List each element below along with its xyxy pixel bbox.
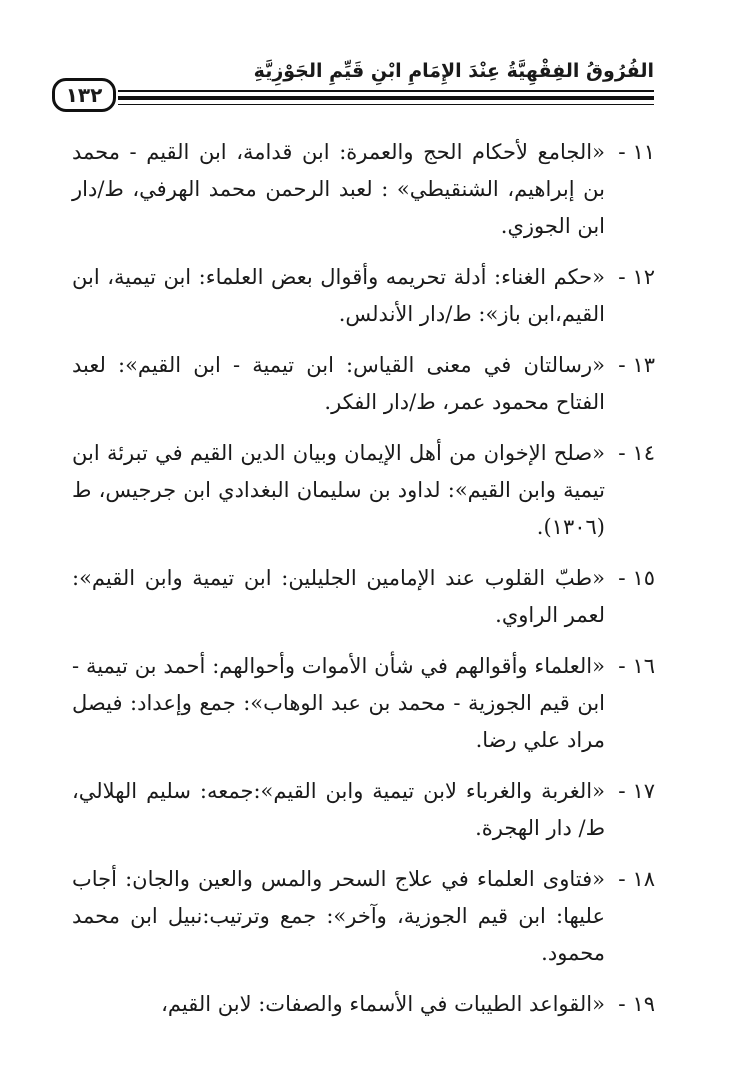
header-rule bbox=[118, 90, 654, 92]
item-text: «العلماء وأقوالهم في شأن الأموات وأحوالهم: أحمد بن تيمية - ابن قيم الجوزية - محمد بن عبد الوهاب»: جمع وإعداد: فيصل مراد علي رضا. bbox=[72, 654, 605, 752]
item-text: «رسالتان في معنى القياس: ابن تيمية - ابن القيم»: لعبد الفتاح محمود عمر، ط/دار الفكر. bbox=[72, 353, 605, 414]
item-text: «طبّ القلوب عند الإمامين الجليلين: ابن تيمية وابن القيم»: لعمر الراوي. bbox=[72, 566, 605, 627]
running-title: الفُرُوقُ الفِقْهِيَّةُ عِنْدَ الإِمَامِ ابْنِ قَيِّمِ الجَوْزِيَّةِ bbox=[253, 60, 654, 82]
list-item bbox=[72, 986, 655, 1023]
item-number: ١١ - bbox=[618, 140, 655, 164]
list-item bbox=[72, 347, 655, 421]
item-number: ١٩ - bbox=[618, 992, 655, 1016]
page-header bbox=[52, 56, 654, 120]
item-number: ١٣ - bbox=[618, 353, 655, 377]
list-item bbox=[72, 435, 655, 546]
item-number: ١٧ - bbox=[618, 779, 655, 803]
item-text: «القواعد الطيبات في الأسماء والصفات: لابن القيم، bbox=[161, 992, 605, 1016]
item-text: «الغربة والغرباء لابن تيمية وابن القيم»:جمعه: سليم الهلالي، ط/ دار الهجرة. bbox=[72, 779, 605, 840]
item-text: «فتاوى العلماء في علاج السحر والمس والعين والجان: أجاب عليها: ابن قيم الجوزية، وآخر»: جمع وترتيب:نبيل ابن محمد محمود. bbox=[72, 867, 605, 965]
header-rule bbox=[118, 104, 654, 105]
item-number: ١٨ - bbox=[618, 867, 655, 891]
item-number: ١٦ - bbox=[618, 654, 655, 678]
item-text: «الجامع لأحكام الحج والعمرة: ابن قدامة، ابن القيم - محمد بن إبراهيم، الشنقيطي» : لعبد الرحمن محمد الهرفي، ط/دار ابن الجوزي. bbox=[72, 140, 605, 238]
page-number: ١٣٢ bbox=[52, 78, 116, 112]
header-rule bbox=[118, 96, 654, 100]
item-text: «صلح الإخوان من أهل الإيمان وبيان الدين القيم في تبرئة ابن تيمية وابن القيم»: لداود بن سليمان البغدادي ابن جرجيس، ط (١٣٠٦). bbox=[72, 441, 605, 539]
list-item bbox=[72, 560, 655, 634]
list-item bbox=[72, 259, 655, 333]
list-item bbox=[72, 134, 655, 245]
list-item bbox=[72, 773, 655, 847]
item-number: ١٥ - bbox=[618, 566, 655, 590]
list-item bbox=[72, 648, 655, 759]
item-number: ١٤ - bbox=[618, 441, 655, 465]
item-number: ١٢ - bbox=[618, 265, 655, 289]
reference-list bbox=[72, 134, 655, 1037]
list-item bbox=[72, 861, 655, 972]
item-text: «حكم الغناء: أدلة تحريمه وأقوال بعض العلماء: ابن تيمية، ابن القيم،ابن باز»: ط/دار الأندلس. bbox=[72, 265, 605, 326]
